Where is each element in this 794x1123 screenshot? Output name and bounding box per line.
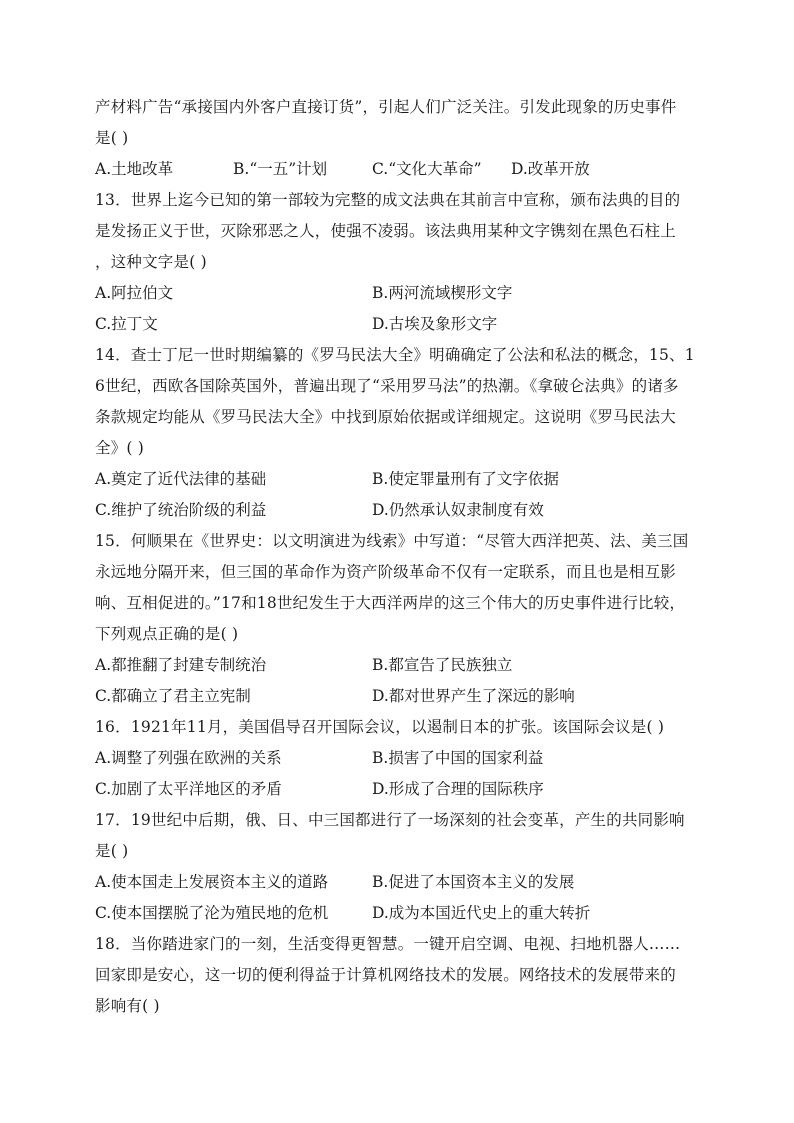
option-c: C.加剧了太平洋地区的矛盾: [95, 780, 282, 798]
question-16-text: 16．1921年11月，美国倡导召开国际会议，以遏制日本的扩张。该国际会议是( ): [95, 718, 665, 736]
option-b: B.“一五”计划: [233, 160, 328, 178]
option-d: D.改革开放: [511, 160, 590, 178]
question-14-text: 14．查士丁尼一世时期编纂的《罗马民法大全》明确确定了公法和私法的概念，15、1: [95, 346, 695, 364]
option-c: C.拉丁文: [95, 315, 158, 333]
question-15-text: 永远地分隔开来，但三国的革命作为资产阶级革命不仅有一定联系，而且也是相互影: [95, 563, 676, 581]
question-14-text: 全》( ): [95, 439, 145, 457]
option-c: C.都确立了君主立宪制: [95, 687, 251, 705]
option-b: B.两河流域楔形文字: [372, 284, 513, 302]
option-c: C.使本国摆脱了沦为殖民地的危机: [95, 904, 329, 922]
option-a: A.土地改革: [95, 160, 174, 178]
option-d: D.都对世界产生了深远的影响: [372, 687, 575, 705]
question-13-text: 是发扬正义于世，灭除邪恶之人，使强不凌弱。该法典用某种文字镌刻在黑色石柱上: [95, 222, 676, 240]
option-a: A.阿拉伯文: [95, 284, 174, 302]
option-d: D.仍然承认奴隶制度有效: [372, 501, 544, 519]
question-15-text: 15．何顺果在《世界史：以文明演进为线索》中写道：“尽管大西洋把英、法、美三国: [95, 532, 689, 550]
option-a: A.调整了列强在欧洲的关系: [95, 749, 282, 767]
option-b: B.使定罪量刑有了文字依据: [372, 470, 559, 488]
option-d: D.形成了合理的国际秩序: [372, 780, 544, 798]
question-18-text: 回家即是安心，这一切的便利得益于计算机网络技术的发展。网络技术的发展带来的: [95, 966, 676, 984]
option-b: B.促进了本国资本主义的发展: [372, 873, 575, 891]
question-13-text: 13．世界上迄今已知的第一部较为完整的成文法典在其前言中宣称，颁布法典的目的: [95, 191, 681, 209]
option-d: D.古埃及象形文字: [372, 315, 498, 333]
question-18-text: 影响有( ): [95, 997, 160, 1015]
option-c: C.“文化大革命”: [372, 160, 482, 178]
question-14-text: 条款规定均能从《罗马民法大全》中找到原始依据或详细规定。这说明《罗马民法大: [95, 408, 676, 426]
option-c: C.维护了统治阶级的利益: [95, 501, 267, 519]
option-a: A.奠定了近代法律的基础: [95, 470, 267, 488]
option-b: B.都宣告了民族独立: [372, 656, 513, 674]
question-text-line: 是( ): [95, 129, 129, 147]
question-13-text: ，这种文字是( ): [95, 253, 207, 271]
question-15-text: 下列观点正确的是( ): [95, 625, 239, 643]
question-17-text: 是( ): [95, 842, 129, 860]
question-14-text: 6世纪，西欧各国除英国外，普遍出现了“采用罗马法”的热潮。《拿破仑法典》的诸多: [95, 377, 679, 395]
option-a: A.使本国走上发展资本主义的道路: [95, 873, 329, 891]
question-17-text: 17．19世纪中后期，俄、日、中三国都进行了一场深刻的社会变革，产生的共同影响: [95, 811, 685, 829]
option-b: B.损害了中国的国家利益: [372, 749, 544, 767]
question-15-text: 响、互相促进的。”17和18世纪发生于大西洋两岸的这三个伟大的历史事件进行比较，: [95, 594, 686, 612]
question-18-text: 18．当你踏进家门的一刻，生活变得更智慧。一键开启空调、电视、扫地机器人……: [95, 935, 681, 953]
option-a: A.都推翻了封建专制统治: [95, 656, 267, 674]
question-text-line: 产材料广告“承接国内外客户直接订货”，引起人们广泛关注。引发此现象的历史事件: [95, 98, 677, 116]
option-d: D.成为本国近代史上的重大转折: [372, 904, 591, 922]
